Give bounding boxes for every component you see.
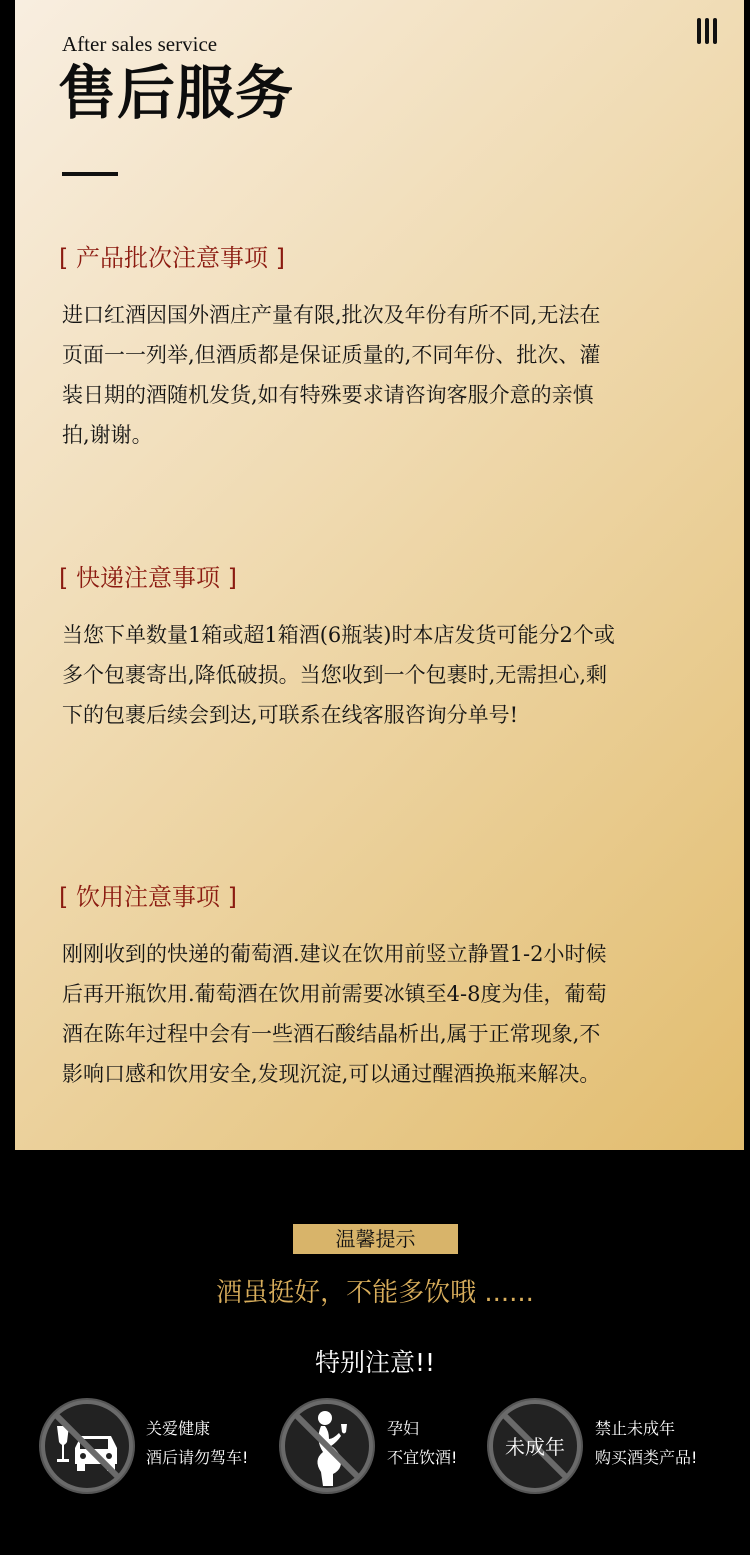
section-line: 刚刚收到的快递的葡萄酒.建议在饮用前竖立静置1-2小时候 [62, 942, 607, 966]
no-minors-icon [485, 1396, 585, 1496]
title-underline [62, 172, 118, 176]
section-body-drinking [62, 934, 688, 1094]
no-drink-driving-icon [37, 1396, 137, 1496]
section-heading-batch: [ 产品批次注意事项 ] [59, 244, 285, 272]
section-heading-drinking: [ 饮用注意事项 ] [59, 883, 237, 911]
special-notice-heading: 特别注意!! [314, 1348, 436, 1377]
warning-no-minors [485, 1396, 745, 1496]
section-line: 进口红酒因国外酒庄产量有限,批次及年份有所不同,无法在 [62, 303, 601, 327]
warning-line1: 禁止未成年 [595, 1419, 676, 1438]
page-title: 售后服务 [58, 59, 295, 127]
section-body-batch [62, 295, 688, 455]
no-minors-icon-text: 未成年 [505, 1435, 565, 1459]
section-line: 当您下单数量1箱或超1箱酒(6瓶装)时本店发货可能分2个或 [62, 623, 615, 647]
warning-line1: 关爱健康 [146, 1419, 211, 1438]
page-subtitle: After sales service [62, 32, 218, 56]
section-line: 多个包裹寄出,降低破损。当您收到一个包裹时,无需担心,剩 [62, 663, 608, 687]
section-line: 酒在陈年过程中会有一些酒石酸结晶析出,属于正常现象,不 [62, 1022, 601, 1046]
section-line: 页面一一列举,但酒质都是保证质量的,不同年份、批次、灌 [62, 343, 601, 367]
warning-line1: 孕妇 [387, 1419, 420, 1438]
warning-no-pregnant-drinking [277, 1396, 477, 1496]
section-line: 装日期的酒随机发货,如有特殊要求请咨询客服介意的亲慎 [62, 383, 594, 407]
no-pregnant-drinking-icon [277, 1396, 377, 1496]
warning-line2: 酒后请勿驾车! [146, 1448, 249, 1467]
tips-message: 酒虽挺好，不能多饮哦 ...... [216, 1278, 534, 1308]
warning-line2: 不宜饮酒! [387, 1448, 458, 1467]
section-line: 拍,谢谢。 [62, 423, 153, 447]
section-body-delivery [62, 615, 688, 735]
section-heading-delivery: [ 快递注意事项 ] [59, 564, 237, 592]
section-line: 影响口感和饮用安全,发现沉淀,可以通过醒酒换瓶来解决。 [62, 1062, 601, 1086]
warning-no-drink-driving [37, 1396, 267, 1496]
warning-line2: 购买酒类产品! [595, 1448, 698, 1467]
section-line: 后再开瓶饮用.葡萄酒在饮用前需要冰镇至4-8度为佳，葡萄 [62, 982, 607, 1006]
section-line: 下的包裹后续会到达,可联系在线客服咨询分单号! [62, 703, 519, 727]
tips-badge: 温馨提示 [293, 1224, 458, 1254]
menu-icon[interactable] [697, 18, 721, 44]
